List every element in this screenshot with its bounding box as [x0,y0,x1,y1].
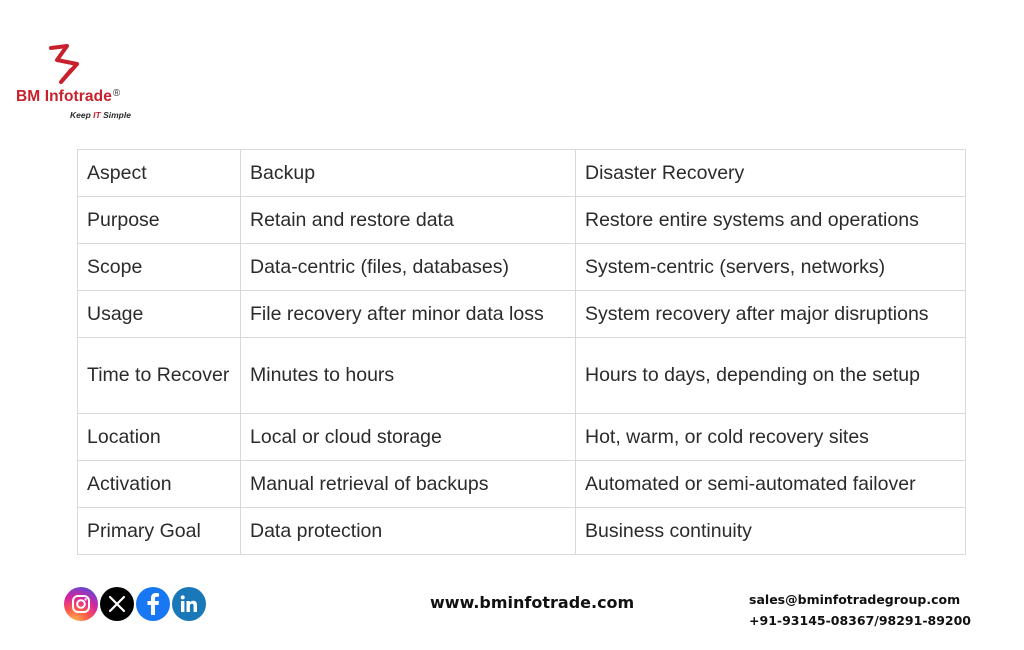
table-cell: Location [78,414,241,461]
table-cell: Time to Recover [78,338,241,414]
brand-logo [16,42,156,124]
website-link[interactable]: www.bminfotrade.com [430,593,635,612]
table-cell: Data-centric (files, databases) [241,244,576,291]
table-cell: System-centric (servers, networks) [576,244,966,291]
linkedin-icon[interactable] [172,587,206,621]
table-cell: Aspect [78,150,241,197]
table-row [78,197,966,244]
table-cell: Usage [78,291,241,338]
table-cell: Purpose [78,197,241,244]
instagram-icon[interactable] [64,587,98,621]
table-cell: Backup [241,150,576,197]
table-cell: Primary Goal [78,508,241,555]
table-cell: File recovery after minor data loss [241,291,576,338]
table-row [78,244,966,291]
registered-mark: ® [112,88,121,99]
table-cell: Activation [78,461,241,508]
table-cell: Minutes to hours [241,338,576,414]
table-cell: Scope [78,244,241,291]
table-cell: Business continuity [576,508,966,555]
contact-info [749,589,971,631]
facebook-icon[interactable] [136,587,170,621]
table-row [78,508,966,555]
table-cell: Restore entire systems and operations [576,197,966,244]
table-cell: Hours to days, depending on the setup [576,338,966,414]
table-row [78,291,966,338]
x-icon[interactable] [100,587,134,621]
table-cell: Manual retrieval of backups [241,461,576,508]
brand-name: BM Infotrade® [16,88,121,105]
table-cell: Disaster Recovery [576,150,966,197]
table-cell: Local or cloud storage [241,414,576,461]
brand-tagline: Keep IT Simple [70,110,131,120]
table-row [78,150,966,197]
phone-number[interactable]: +91-93145-08367/98291-89200 [749,613,971,628]
table-cell: Data protection [241,508,576,555]
table-row [78,338,966,414]
comparison-table [77,149,966,555]
social-links [64,587,206,621]
table-row [78,414,966,461]
table-cell: Automated or semi-automated failover [576,461,966,508]
table-cell: System recovery after major disruptions [576,291,966,338]
table-cell: Retain and restore data [241,197,576,244]
bm-logo-mark-icon [47,42,87,88]
email-link[interactable]: sales@bminfotradegroup.com [749,592,961,607]
table-cell: Hot, warm, or cold recovery sites [576,414,966,461]
table-row [78,461,966,508]
